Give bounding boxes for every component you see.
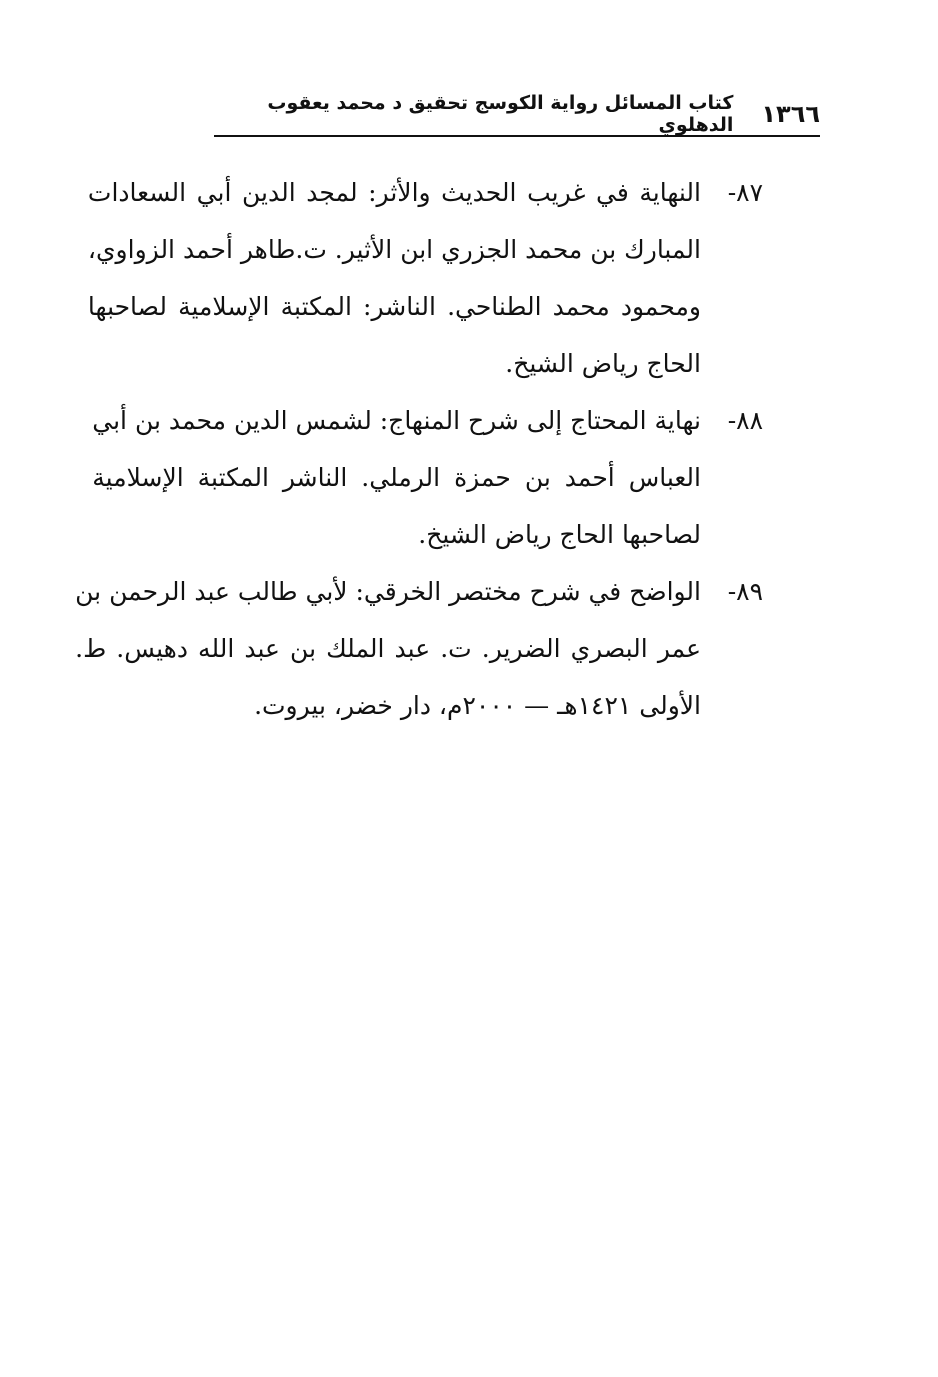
page-header: [214, 92, 820, 136]
entry-line: العباس أحمد بن حمزة الرملي. الناشر المكتبة الإسلامية: [92, 463, 701, 492]
entry-line: الأولى ١٤٢١هـ — ٢٠٠٠م، دار خضر، بيروت.: [254, 691, 701, 720]
entry-text: [75, 563, 701, 734]
entry-line: عمر البصري الضرير. ت. عبد الملك بن عبد الله دهيس. ط.: [75, 634, 701, 663]
entry-line: نهاية المحتاج إلى شرح المنهاج: لشمس الدين محمد بن أبي: [92, 406, 701, 435]
entry-line: الواضح في شرح مختصر الخرقي: لأبي طالب عبد الرحمن بن: [75, 577, 701, 606]
entry-line: المبارك بن محمد الجزري ابن الأثير. ت.طاهر أحمد الزواوي،: [87, 235, 701, 264]
page-number: ١٣٦٦: [761, 100, 820, 128]
entry-number: ٨٧-: [727, 178, 763, 207]
entry-text: [92, 392, 701, 563]
entry-line: ومحمود محمد الطناحي. الناشر: المكتبة الإسلامية لصاحبها: [87, 292, 701, 321]
header-rule: [214, 135, 820, 137]
entry-number: ٨٩-: [727, 577, 763, 606]
bibliography-entry-89: [75, 563, 763, 734]
entry-text: [88, 164, 701, 392]
entry-line: الحاج رياض الشيخ.: [505, 349, 701, 378]
entry-line: لصاحبها الحاج رياض الشيخ.: [418, 520, 701, 549]
bibliography-list: [75, 164, 763, 734]
entry-number: ٨٨-: [727, 406, 763, 435]
bibliography-entry-87: [87, 164, 763, 392]
running-title: كتاب المسائل رواية الكوسج تحقيق د محمد يعقوب الدهلوي: [267, 92, 734, 136]
bibliography-entry-88: [92, 392, 763, 563]
entry-line: النهاية في غريب الحديث والأثر: لمجد الدين أبي السعادات: [87, 178, 701, 207]
